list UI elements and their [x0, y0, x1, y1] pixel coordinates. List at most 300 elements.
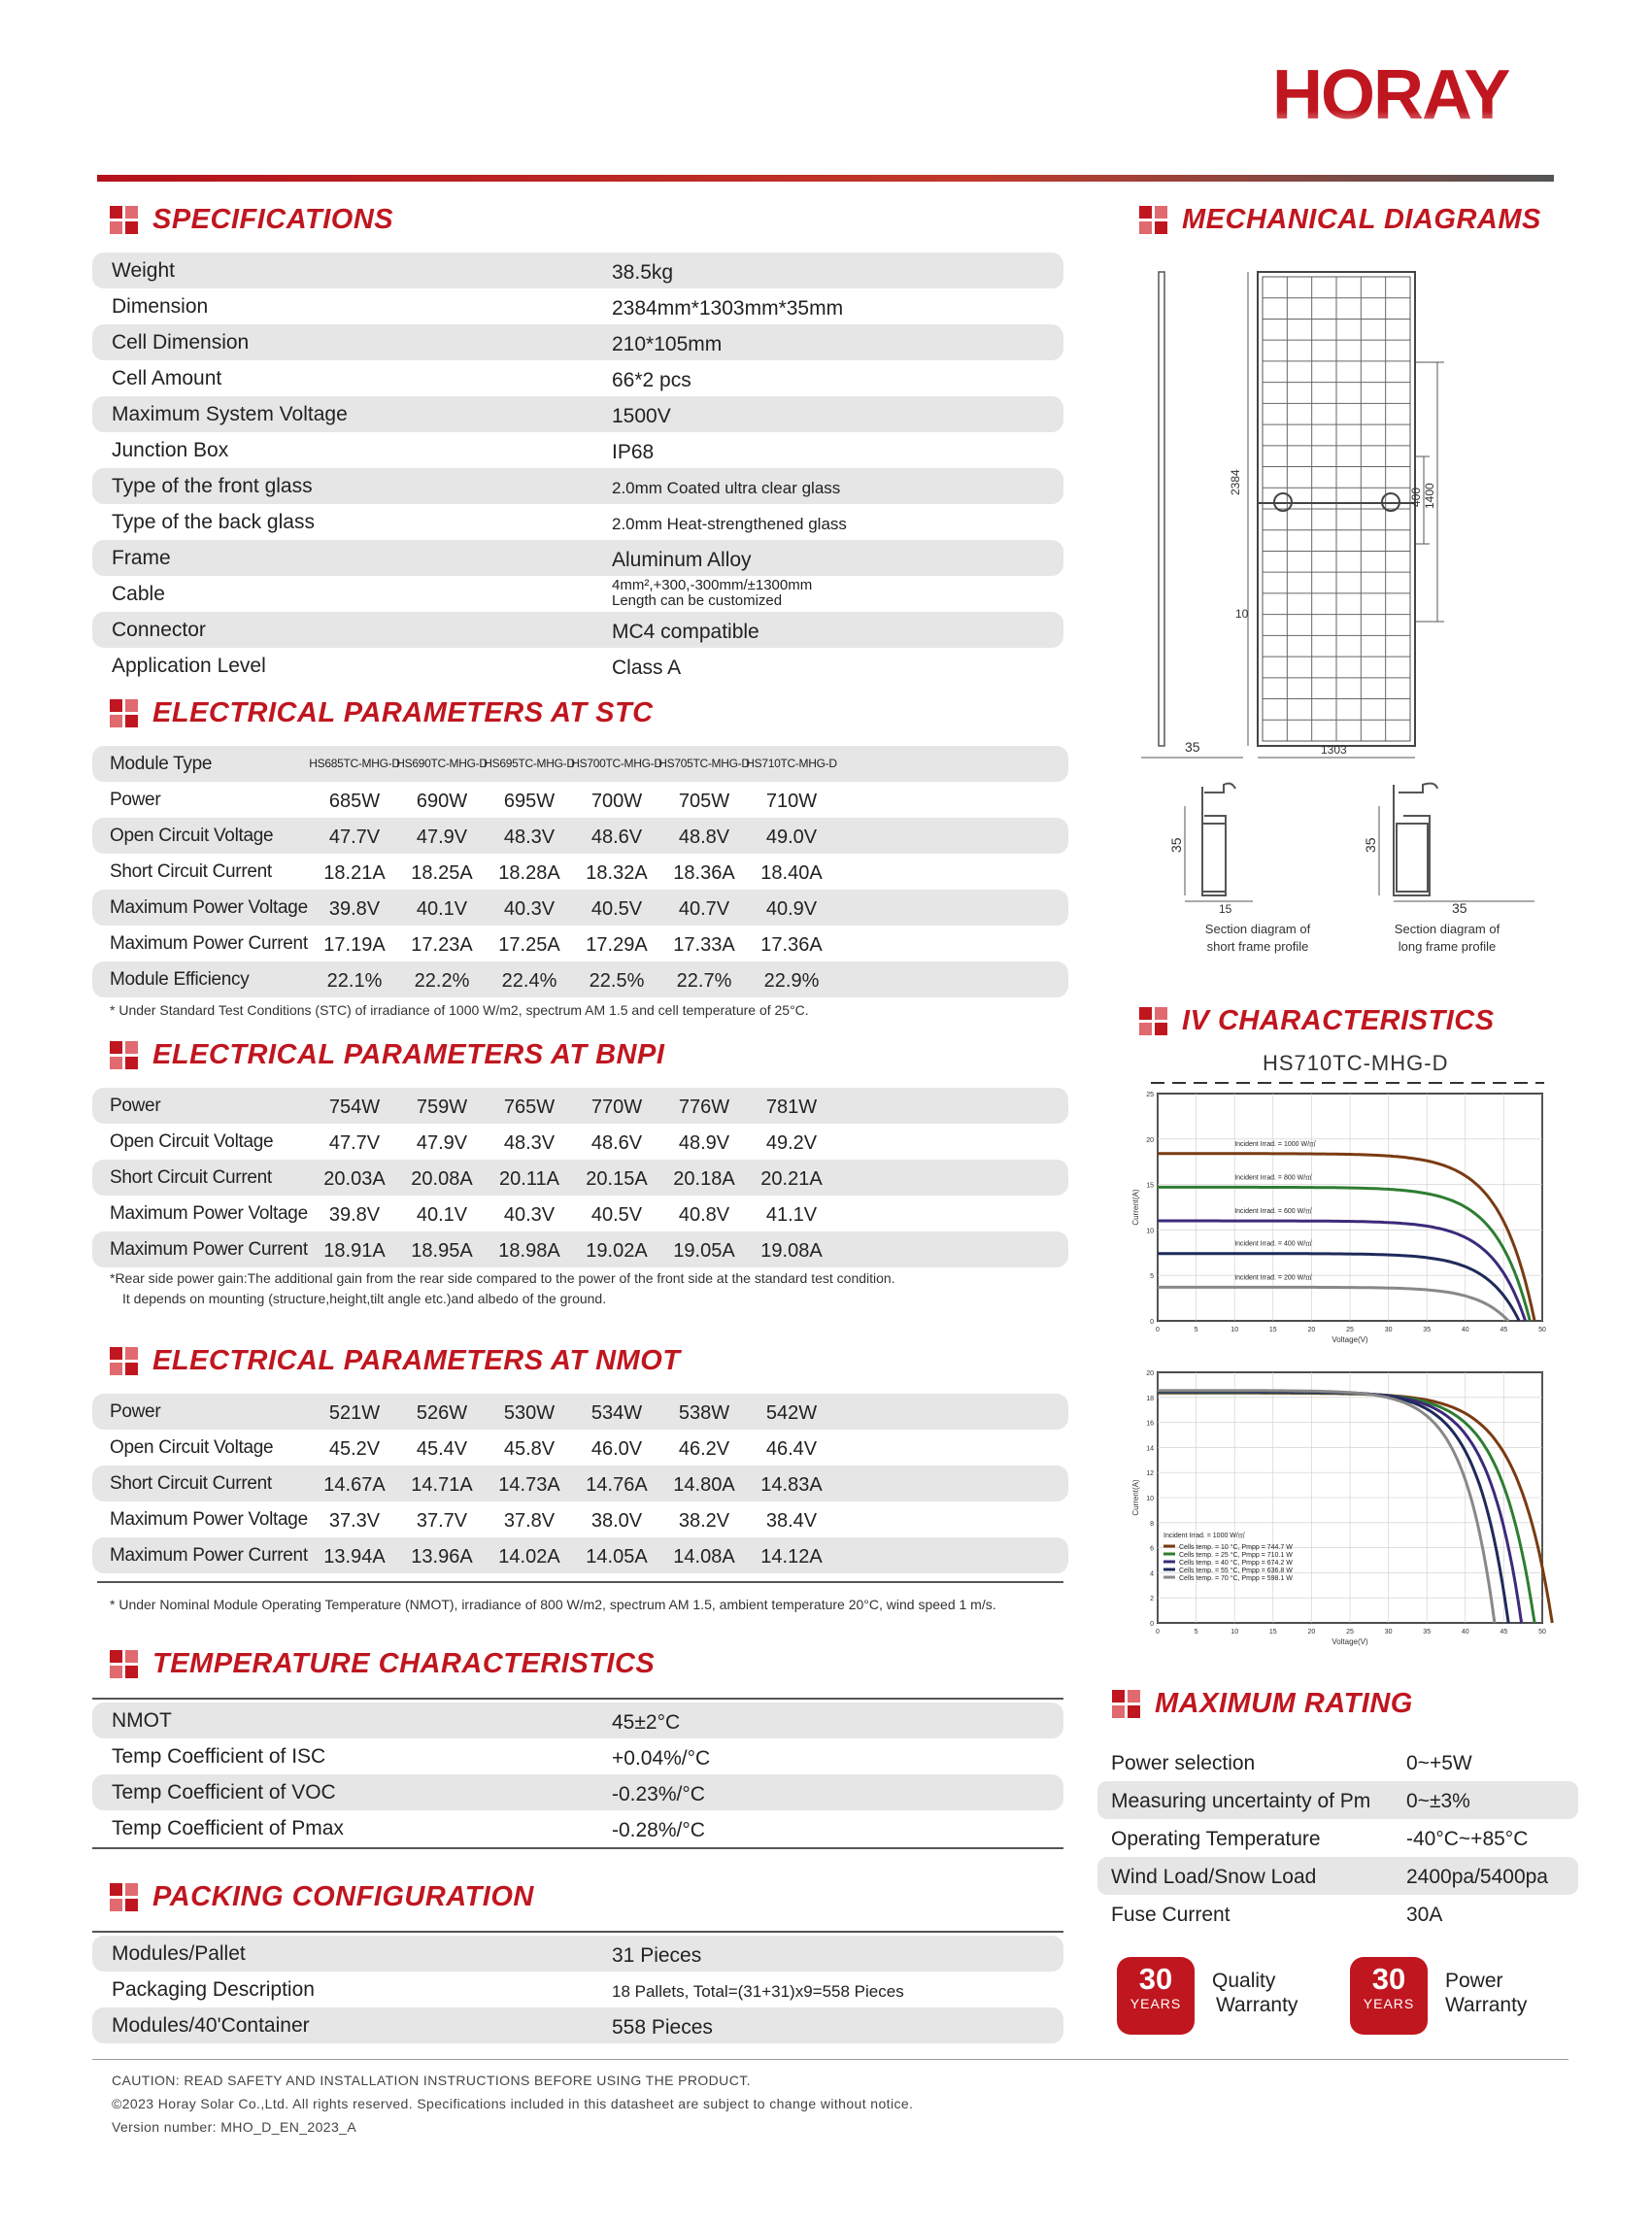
row-value: 17.33A: [673, 934, 735, 956]
row-label: Short Circuit Current: [110, 1473, 272, 1494]
table-row: [92, 648, 1063, 684]
series-label: Incident Irrad. = 800 W/㎡: [1234, 1174, 1313, 1182]
y-tick-label: 14: [1146, 1445, 1154, 1453]
table-row: [92, 1124, 1068, 1160]
packing-rule: [92, 1931, 1063, 1933]
row-label: Temp Coefficient of ISC: [112, 1745, 326, 1768]
row-value: 45±2°C: [612, 1711, 681, 1734]
footer: [112, 2069, 913, 2139]
row-value: 41.1V: [765, 1204, 818, 1226]
legend-entry: Cells temp. = 40 °C, Pmpp = 674.2 W: [1179, 1560, 1293, 1567]
specifications-table: [92, 253, 1063, 684]
table-row: [92, 288, 1063, 324]
footer-caution: CAUTION: READ SAFETY AND INSTALLATION INSTRUCTIONS BEFORE USING THE PRODUCT.: [112, 2073, 751, 2088]
row-value: 19.02A: [586, 1240, 648, 1262]
row-value: 538W: [678, 1402, 730, 1424]
row-value: 18.21A: [323, 862, 386, 884]
row-value: 14.05A: [586, 1546, 648, 1568]
series-line: [1158, 1391, 1508, 1623]
table-row: [92, 1196, 1068, 1231]
row-value: 22.9%: [763, 970, 820, 992]
row-value: 47.7V: [328, 1132, 381, 1154]
short-frame-caption: Section diagram of short frame profile: [1204, 922, 1311, 954]
row-label: Fuse Current: [1111, 1904, 1231, 1926]
series-line: [1158, 1393, 1534, 1623]
y-tick-label: 0: [1150, 1319, 1154, 1326]
table-row: [92, 926, 1068, 961]
row-value: 40.1V: [416, 898, 468, 920]
row-label: Type of the front glass: [112, 475, 313, 497]
series-label: Incident Irrad. = 600 W/㎡: [1234, 1208, 1313, 1216]
row-value: 46.0V: [590, 1438, 643, 1460]
row-label: Power: [110, 790, 161, 810]
row-value: 13.94A: [323, 1546, 386, 1568]
row-value: 48.3V: [503, 826, 556, 848]
stc-table: [92, 746, 1068, 997]
row-value: 22.7%: [676, 970, 732, 992]
bnpi-heading: ELECTRICAL PARAMETERS AT BNPI: [110, 1039, 664, 1071]
row-value: 14.12A: [760, 1546, 823, 1568]
table-row: [92, 253, 1063, 288]
temperature-rule-bottom: [92, 1847, 1063, 1849]
row-value: 66*2 pcs: [612, 369, 691, 391]
row-value: 18.98A: [498, 1240, 560, 1262]
row-value: 0~±3%: [1406, 1790, 1470, 1812]
header-label: Module Type: [110, 754, 213, 774]
row-value: 690W: [416, 791, 468, 812]
y-tick-label: 2: [1150, 1596, 1154, 1603]
x-tick-label: 20: [1307, 1629, 1316, 1636]
row-value: 38.0V: [590, 1510, 643, 1532]
table-row: [92, 576, 1063, 612]
table-row: [92, 1160, 1068, 1196]
row-value: 17.19A: [323, 934, 386, 956]
svg-text:35: 35: [1452, 900, 1467, 916]
row-value: 759W: [416, 1096, 468, 1118]
row-label: Open Circuit Voltage: [110, 1131, 274, 1152]
section-icon: [1139, 1007, 1168, 1036]
table-header-row: [92, 746, 1068, 782]
row-value: +0.04%/°C: [612, 1747, 711, 1770]
row-value: 542W: [765, 1402, 818, 1424]
section-icon: [1112, 1690, 1141, 1719]
row-value: 45.8V: [503, 1438, 556, 1460]
legend-entry: Cells temp. = 55 °C, Pmpp = 636.8 W: [1179, 1568, 1293, 1574]
table-row: [1097, 1781, 1578, 1819]
table-row: [92, 1430, 1068, 1466]
row-value: 38.4V: [765, 1510, 818, 1532]
side-profile: [1159, 272, 1164, 746]
row-label: Temp Coefficient of Pmax: [112, 1817, 344, 1839]
row-value: 20.08A: [411, 1168, 473, 1190]
series-line: [1158, 1154, 1534, 1321]
row-label: Maximum Power Voltage: [110, 897, 308, 918]
table-row: [92, 396, 1063, 432]
row-value: 48.6V: [590, 1132, 643, 1154]
row-value: 46.4V: [765, 1438, 818, 1460]
row-value: 47.7V: [328, 826, 381, 848]
row-value: 40.8V: [678, 1204, 730, 1226]
legend-header: Incident Irrad. = 1000 W/㎡: [1163, 1533, 1245, 1539]
y-tick-label: 20: [1146, 1370, 1154, 1377]
iv-heading: IV CHARACTERISTICS: [1139, 1005, 1495, 1037]
y-tick-label: 10: [1146, 1496, 1154, 1502]
table-row: [1097, 1857, 1578, 1895]
max-rating-table: [1097, 1743, 1578, 1933]
row-value: 20.15A: [586, 1168, 648, 1190]
row-value: 39.8V: [328, 1204, 381, 1226]
row-label: Maximum Power Current: [110, 1239, 308, 1260]
x-tick-label: 10: [1231, 1629, 1239, 1636]
row-value: 37.3V: [328, 1510, 381, 1532]
row-value: 31 Pieces: [612, 1944, 702, 1967]
table-row: [92, 854, 1068, 890]
row-value: 38.2V: [678, 1510, 730, 1532]
x-tick-label: 0: [1156, 1327, 1160, 1333]
series-line: [1158, 1391, 1495, 1623]
x-tick-label: 45: [1500, 1629, 1508, 1636]
short-frame-profile: [1168, 784, 1253, 916]
x-tick-label: 40: [1461, 1327, 1469, 1333]
table-row: [92, 1501, 1068, 1537]
table-row: [1097, 1743, 1578, 1781]
table-row: [92, 1774, 1063, 1810]
quality-warranty-badge: 30 YEARS: [1117, 1957, 1195, 2035]
row-value: [612, 578, 812, 609]
row-value: 14.67A: [323, 1474, 386, 1496]
row-value: 754W: [328, 1096, 381, 1118]
table-row: [92, 782, 1068, 818]
row-value: 14.08A: [673, 1546, 735, 1568]
legend-entry: Cells temp. = 10 °C, Pmpp = 744.7 W: [1179, 1544, 1293, 1551]
row-label: Temp Coefficient of VOC: [112, 1781, 336, 1804]
row-value: 530W: [503, 1402, 556, 1424]
row-value: 1500V: [612, 405, 671, 427]
x-tick-label: 25: [1346, 1327, 1354, 1333]
table-row: [92, 2007, 1063, 2043]
row-value: 19.05A: [673, 1240, 735, 1262]
row-label: Power: [110, 1096, 161, 1116]
row-value: 705W: [678, 791, 730, 812]
table-row: [1097, 1819, 1578, 1857]
row-value: 776W: [678, 1096, 730, 1118]
row-value: 45.2V: [328, 1438, 381, 1460]
dim-width: 1303: [1321, 743, 1347, 757]
row-value: 18.32A: [586, 862, 648, 884]
y-tick-label: 15: [1146, 1182, 1154, 1190]
row-label: Operating Temperature: [1111, 1828, 1321, 1850]
y-tick-label: 16: [1146, 1420, 1154, 1428]
row-value: Aluminum Alloy: [612, 549, 752, 571]
row-label: Frame: [112, 547, 171, 569]
row-label: Module Efficiency: [110, 969, 250, 990]
table-row: [92, 540, 1063, 576]
row-value: 49.2V: [765, 1132, 818, 1154]
row-value-line-1: 4mm²,+300,-300mm/±1300mm: [612, 577, 813, 593]
stc-note: * Under Standard Test Conditions (STC) of irradiance of 1000 W/m2, spectrum AM 1.5 and cell temperature of 25°C.: [110, 1002, 809, 1018]
x-tick-label: 30: [1384, 1629, 1393, 1636]
row-label: Cable: [112, 583, 165, 605]
table-row: [92, 324, 1063, 360]
iv-chart-temperature: [1097, 1365, 1564, 1651]
x-tick-label: 45: [1500, 1327, 1508, 1333]
row-value: 37.7V: [416, 1510, 468, 1532]
row-value: -0.23%/°C: [612, 1783, 705, 1805]
power-warranty-badge: 30 YEARS: [1350, 1957, 1428, 2035]
row-value: 22.4%: [501, 970, 557, 992]
section-icon: [110, 1650, 139, 1679]
series-label: Incident Irrad. = 1000 W/㎡: [1234, 1140, 1317, 1148]
packing-table: [92, 1936, 1063, 2043]
row-value: IP68: [612, 441, 655, 463]
section-icon: [110, 699, 139, 728]
x-tick-label: 30: [1384, 1327, 1393, 1333]
row-value: 2.0mm Heat-strengthened glass: [612, 515, 847, 533]
row-value: 48.9V: [678, 1132, 730, 1154]
y-tick-label: 0: [1150, 1621, 1154, 1628]
mechanical-diagram: [1127, 253, 1573, 961]
row-value: 47.9V: [416, 1132, 468, 1154]
svg-text:35: 35: [1363, 837, 1378, 853]
model-name: HS690TC-MHG-D: [396, 757, 488, 770]
iv-chart-irradiance: [1097, 1088, 1564, 1360]
max-rating-heading: MAXIMUM RATING: [1112, 1688, 1413, 1720]
bnpi-table: [92, 1088, 1068, 1267]
table-row: [92, 890, 1068, 926]
mechanical-heading: MECHANICAL DIAGRAMS: [1139, 204, 1541, 236]
y-axis-label: Current(A): [1131, 1189, 1140, 1226]
x-tick-label: 20: [1307, 1327, 1316, 1333]
dim-mount-1400: 1400: [1423, 483, 1436, 509]
nmot-heading: ELECTRICAL PARAMETERS AT NMOT: [110, 1345, 680, 1377]
row-value: 521W: [328, 1402, 381, 1424]
legend-entry: Cells temp. = 70 °C, Pmpp = 598.1 W: [1179, 1575, 1293, 1582]
row-value: 710W: [765, 791, 818, 812]
long-frame-caption: Section diagram of long frame profile: [1394, 922, 1500, 954]
x-tick-label: 15: [1268, 1629, 1277, 1636]
section-icon: [1139, 206, 1168, 235]
y-tick-label: 18: [1146, 1395, 1154, 1402]
table-row: [92, 1936, 1063, 1972]
x-tick-label: 25: [1346, 1629, 1354, 1636]
row-value: 18.40A: [760, 862, 823, 884]
row-value: 558 Pieces: [612, 2016, 713, 2039]
row-value: 20.11A: [499, 1168, 559, 1190]
table-row: [1097, 1895, 1578, 1933]
row-value: 13.96A: [411, 1546, 473, 1568]
row-label: Weight: [112, 259, 175, 282]
logo-text: HORAY: [1272, 58, 1509, 134]
row-label: Short Circuit Current: [110, 861, 272, 882]
row-value: 765W: [503, 1096, 556, 1118]
row-value: 40.1V: [416, 1204, 468, 1226]
table-row: [92, 1394, 1068, 1430]
row-value: 38.5kg: [612, 261, 674, 284]
row-value: 39.8V: [328, 898, 381, 920]
row-value: 45.4V: [416, 1438, 468, 1460]
x-tick-label: 50: [1538, 1629, 1546, 1636]
temperature-heading: TEMPERATURE CHARACTERISTICS: [110, 1648, 655, 1680]
row-label: Maximum System Voltage: [112, 403, 348, 425]
row-value: 17.36A: [760, 934, 823, 956]
bnpi-note-1: *Rear side power gain:The additional gain from the rear side compared to the power of the front side at the standard test condition.: [110, 1270, 895, 1286]
x-tick-label: 35: [1423, 1327, 1432, 1333]
row-value: 18.36A: [673, 862, 735, 884]
row-value: 37.8V: [503, 1510, 556, 1532]
nmot-table: [92, 1394, 1068, 1573]
y-tick-label: 8: [1150, 1520, 1154, 1528]
table-row: [92, 1810, 1063, 1846]
dim-height: 2384: [1229, 469, 1242, 495]
row-value: 46.2V: [678, 1438, 730, 1460]
model-name: HS705TC-MHG-D: [658, 757, 750, 770]
table-row: [92, 1537, 1068, 1573]
row-value: 40.3V: [503, 1204, 556, 1226]
x-tick-label: 50: [1538, 1327, 1546, 1333]
svg-text:15: 15: [1219, 902, 1232, 916]
table-row: [92, 1738, 1063, 1774]
nmot-rule: [97, 1581, 1063, 1583]
row-value: 20.21A: [760, 1168, 823, 1190]
row-value: 210*105mm: [612, 333, 723, 355]
x-tick-label: 5: [1194, 1629, 1198, 1636]
table-row: [92, 961, 1068, 997]
row-label: Connector: [112, 619, 206, 641]
row-value: 14.71A: [411, 1474, 473, 1496]
table-row: [92, 504, 1063, 540]
row-value: 22.5%: [589, 970, 645, 992]
row-value: 17.25A: [498, 934, 560, 956]
section-icon: [110, 1041, 139, 1070]
bnpi-note-2: It depends on mounting (structure,height,tilt angle etc.)and albedo of the ground.: [122, 1291, 607, 1306]
row-value: 18.91A: [323, 1240, 386, 1262]
row-value: 49.0V: [765, 826, 818, 848]
y-tick-label: 20: [1146, 1136, 1154, 1144]
cell-grid: [1263, 277, 1410, 741]
row-label: NMOT: [112, 1709, 172, 1732]
table-row: [92, 1088, 1068, 1124]
y-tick-label: 25: [1146, 1092, 1154, 1098]
row-value: 40.5V: [590, 898, 643, 920]
y-tick-label: 4: [1150, 1570, 1154, 1578]
y-tick-label: 12: [1146, 1470, 1154, 1478]
table-row: [92, 1231, 1068, 1267]
temperature-rule-top: [92, 1698, 1063, 1700]
dim-depth: 35: [1185, 739, 1200, 755]
row-label: Measuring uncertainty of Pm: [1111, 1790, 1371, 1812]
row-label: Modules/40'Container: [112, 2014, 310, 2037]
footer-copyright: ©2023 Horay Solar Co.,Ltd. All rights reserved. Specifications included in this datasheet are subject to change without notice.: [112, 2096, 914, 2111]
temperature-table: [92, 1703, 1063, 1846]
model-name: HS700TC-MHG-D: [571, 757, 662, 770]
row-value: 30A: [1406, 1904, 1443, 1926]
row-value: 2400pa/5400pa: [1406, 1866, 1548, 1888]
dim-hole: 10: [1235, 607, 1249, 621]
row-value: 22.2%: [414, 970, 470, 992]
row-label: Maximum Power Current: [110, 1545, 308, 1566]
power-warranty-label: Power Warranty: [1445, 1970, 1528, 2016]
row-label: Open Circuit Voltage: [110, 826, 274, 846]
row-label: Cell Dimension: [112, 331, 250, 354]
row-label: Application Level: [112, 655, 266, 677]
row-label: Dimension: [112, 295, 209, 318]
row-value: 17.23A: [411, 934, 473, 956]
section-icon: [110, 1347, 139, 1376]
iv-model: HS710TC-MHG-D: [1263, 1051, 1449, 1075]
row-value: 17.29A: [586, 934, 648, 956]
row-value: 40.3V: [503, 898, 556, 920]
row-value: -40°C~+85°C: [1406, 1828, 1529, 1850]
table-row: [92, 1972, 1063, 2007]
row-value: 20.03A: [323, 1168, 386, 1190]
x-tick-label: 0: [1156, 1629, 1160, 1636]
row-value: 19.08A: [760, 1240, 823, 1262]
series-line: [1158, 1221, 1526, 1321]
row-label: Wind Load/Snow Load: [1111, 1866, 1317, 1888]
iv-dashed-rule: [1146, 1078, 1554, 1088]
row-value: 14.73A: [498, 1474, 560, 1496]
y-tick-label: 6: [1150, 1545, 1154, 1553]
y-axis-label: Current(A): [1131, 1479, 1140, 1516]
row-value: 14.76A: [586, 1474, 648, 1496]
table-row: [92, 612, 1063, 648]
table-row: [92, 360, 1063, 396]
row-label: Cell Amount: [112, 367, 222, 389]
row-value: 48.8V: [678, 826, 730, 848]
long-frame-profile: [1363, 784, 1534, 916]
row-value: 18.95A: [411, 1240, 473, 1262]
row-label: Power: [110, 1401, 161, 1422]
row-label: Maximum Power Current: [110, 933, 308, 954]
row-value: 2384mm*1303mm*35mm: [612, 297, 844, 320]
row-label: Power selection: [1111, 1752, 1256, 1774]
row-value: 14.83A: [760, 1474, 823, 1496]
row-value: 48.3V: [503, 1132, 556, 1154]
x-axis-label: Voltage(V): [1332, 1335, 1368, 1344]
row-value: -0.28%/°C: [612, 1819, 705, 1841]
row-value: 18.25A: [411, 862, 473, 884]
header-rule: [97, 175, 1554, 182]
row-value: 18 Pallets, Total=(31+31)x9=558 Pieces: [612, 1982, 904, 2001]
series-label: Incident Irrad. = 200 W/㎡: [1234, 1274, 1313, 1282]
y-tick-label: 5: [1150, 1273, 1154, 1281]
row-label: Maximum Power Voltage: [110, 1509, 308, 1530]
row-value: Class A: [612, 657, 682, 679]
row-label: Short Circuit Current: [110, 1167, 272, 1188]
row-label: Maximum Power Voltage: [110, 1203, 308, 1224]
series-line: [1158, 1392, 1522, 1623]
stc-heading: ELECTRICAL PARAMETERS AT STC: [110, 697, 654, 729]
row-value-line-2: Length can be customized: [612, 592, 783, 609]
model-name: HS685TC-MHG-D: [309, 757, 400, 770]
row-value: 2.0mm Coated ultra clear glass: [612, 479, 841, 497]
row-value: 781W: [765, 1096, 818, 1118]
row-value: 534W: [590, 1402, 643, 1424]
table-row: [92, 432, 1063, 468]
series-line: [1158, 1287, 1508, 1321]
row-label: Open Circuit Voltage: [110, 1437, 274, 1458]
row-value: 700W: [590, 791, 643, 812]
footer-rule: [92, 2059, 1568, 2060]
row-label: Packaging Description: [112, 1978, 315, 2001]
quality-warranty-label: Quality Warranty: [1212, 1970, 1298, 2016]
x-tick-label: 15: [1268, 1327, 1277, 1333]
row-value: 40.5V: [590, 1204, 643, 1226]
row-label: Type of the back glass: [112, 511, 315, 533]
table-row: [92, 818, 1068, 854]
row-value: 526W: [416, 1402, 468, 1424]
section-icon: [110, 206, 139, 235]
